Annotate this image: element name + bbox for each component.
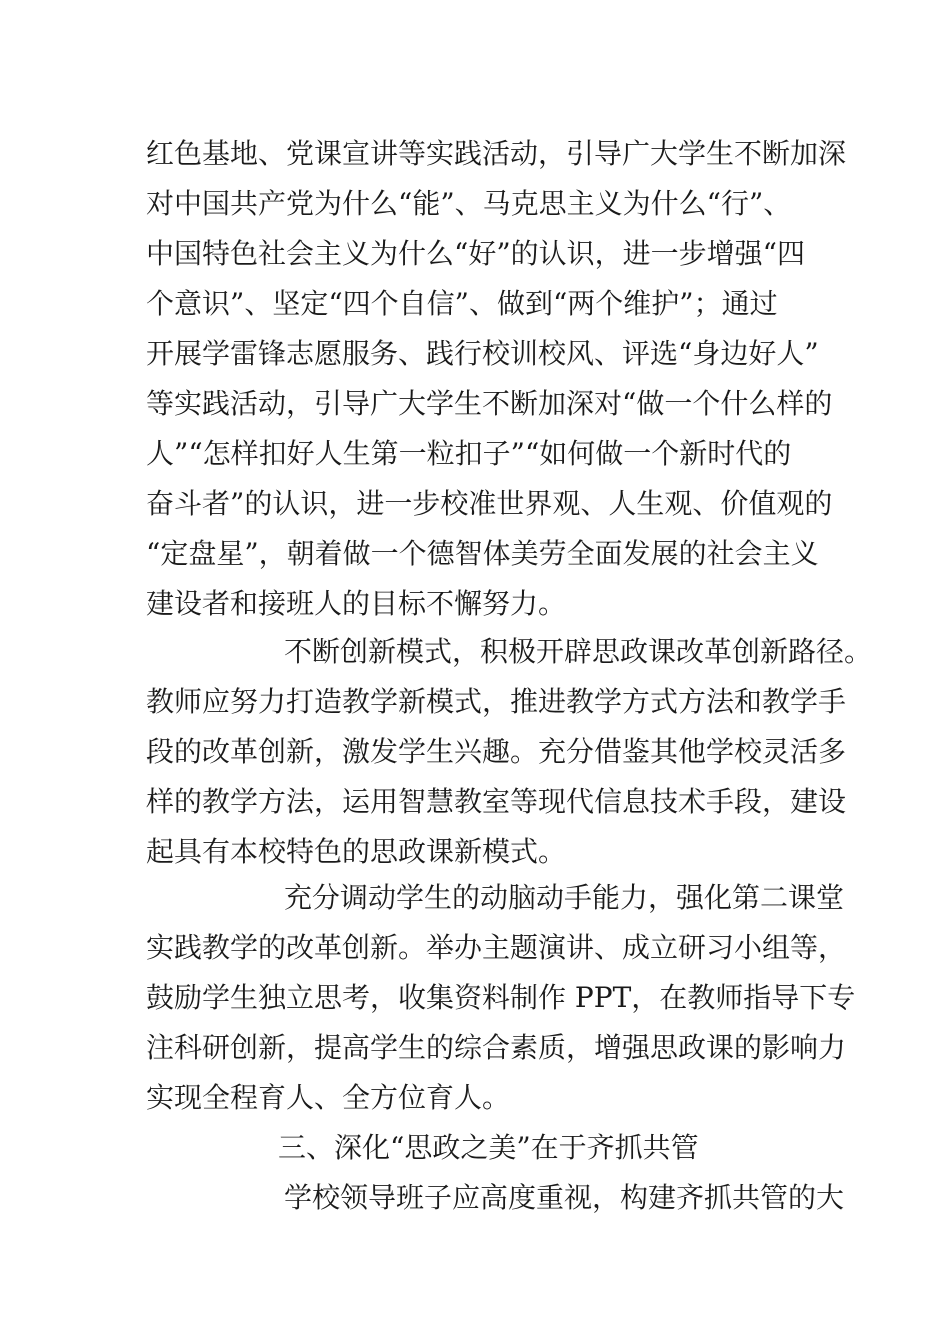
paragraph-line: 鼓励学生独立思考，收集资料制作 PPT，在教师指导下专 [146, 981, 856, 1014]
paragraph-line: 人”“怎样扣好人生第一粒扣子”“如何做一个新时代的 [146, 437, 792, 470]
paragraph-lead-line: 充分调动学生的动脑动手能力，强化第二课堂 [284, 881, 845, 914]
section-heading: 三、深化“思政之美”在于齐抓共管 [278, 1131, 699, 1164]
paragraph-line: 样的教学方法，运用智慧教室等现代信息技术手段，建设 [146, 785, 847, 818]
paragraph-line: 建设者和接班人的目标不懈努力。 [146, 587, 567, 620]
paragraph-lead-line: 学校领导班子应高度重视，构建齐抓共管的大 [284, 1181, 845, 1214]
paragraph-line: 起具有本校特色的思政课新模式。 [146, 835, 567, 868]
paragraph-line: “定盘星”，朝着做一个德智体美劳全面发展的社会主义 [146, 537, 819, 570]
paragraph-line: 中国特色社会主义为什么“好”的认识，进一步增强“四 [146, 237, 805, 270]
paragraph-line: 实践教学的改革创新。举办主题演讲、成立研习小组等， [146, 931, 847, 964]
paragraph-line: 个意识”、坚定“四个自信”、做到“两个维护”；通过 [146, 287, 778, 320]
paragraph-line: 开展学雷锋志愿服务、践行校训校风、评选“身边好人” [146, 337, 819, 370]
paragraph-line: 段的改革创新，激发学生兴趣。充分借鉴其他学校灵活多 [146, 735, 847, 768]
paragraph-line: 注科研创新，提高学生的综合素质，增强思政课的影响力 [146, 1031, 847, 1064]
paragraph-line: 对中国共产党为什么“能”、马克思主义为什么“行”、 [146, 187, 792, 220]
paragraph-line: 等实践活动，引导广大学生不断加深对“做一个什么样的 [146, 387, 833, 420]
paragraph-line: 实现全程育人、全方位育人。 [146, 1081, 511, 1114]
paragraph-line: 红色基地、党课宣讲等实践活动，引导广大学生不断加深 [146, 137, 847, 170]
paragraph-line: 教师应努力打造教学新模式，推进教学方式方法和教学手 [146, 685, 847, 718]
paragraph-lead-line: 不断创新模式，积极开辟思政课改革创新路径。 [284, 635, 873, 668]
paragraph-line: 奋斗者”的认识，进一步校准世界观、人生观、价值观的 [146, 487, 833, 520]
